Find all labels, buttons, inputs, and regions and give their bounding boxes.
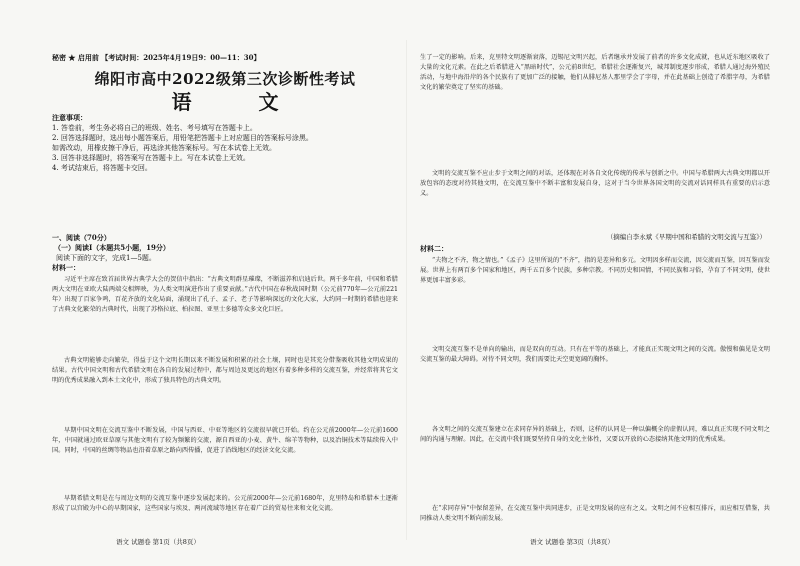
subject-title: 语 文 <box>171 90 309 114</box>
material1-paragraph: 早期中国文明在交流互鉴中不断发展，中国与西亚、中亚等地区的交流很早就已开始。约在公元前2000年—公元前1600年，中国就通过欧亚草原与其他文明有了较为频繁的交流，源自西亚的小麦、黄牛、绵羊等物种，以及冶铜技术等陆续传入中国。同时，中国的丝绸等物品也沿着草原之路向西传播，促进了沿线地区的经济文化交流。 <box>52 427 398 454</box>
footer-left: 语文 试题卷 第1页（共8页） <box>116 538 200 546</box>
section-instruction: 阅读下面的文字，完成1—5题。 <box>56 254 156 262</box>
material2-label: 材料二： <box>420 244 448 253</box>
material1-paragraph: 早期希腊文明是在与周边文明的交流互鉴中逐步发展起来的。公元前2000年—公元前1680年，克里特岛和希腊本土逐渐形成了以宫殿为中心的早期国家，这些国家与埃及、两河流域等地区存在着广泛的贸易往来和文化交流。 <box>52 495 398 512</box>
note-item: 如需改动，用橡皮擦干净后，再选涂其他答案标号。写在本试卷上无效。 <box>52 144 276 152</box>
note-item: 4. 考试结束后，将答题卡交回。 <box>52 164 152 172</box>
secret-line: 秘密 ★ 启用前 【考试时间：2025年4月19日9：00—11：30】 <box>52 53 261 62</box>
material1-paragraph: 习近平主席在致首届世界古典学大会的贺信中指出：“古典文明群星璀璨，不断滋养和启迪后世。两千多年前，中国和希腊两大文明在亚欧大陆两端交相辉映，为人类文明演进作出了重要贡献。”古代中国在春秋战国时期（公元前770年—公元前221年）出现了百家争鸣，百花齐放的文化局面，涌现出了孔子、孟子、老子等影响深远的文化大家，大约同一时期的希腊也迎来了古典文化繁荣的古典时代，出现了苏格拉底、柏拉图、亚里士多德等众多文化巨匠。 <box>52 276 398 313</box>
material1-citation: （摘编自李永斌《早期中国和希腊的文明交流与互鉴》） <box>606 233 766 241</box>
left-page <box>52 0 398 566</box>
material1-label: 材料一： <box>52 263 80 272</box>
page-divider <box>406 40 407 540</box>
material2-paragraph: 在“求同存异”中保留差异，在交流互鉴中共同进步，正是文明发展的应有之义。文明之间不应相互排斥，而应相互借鉴，共同推动人类文明不断向前发展。 <box>420 505 770 522</box>
material1-continuation: 生了一定的影响。后来，克里特文明逐渐衰落，迈锡尼文明兴起，后者继承并发展了前者的许多文化成就，也从近东地区吸收了大量的文化元素。在此之后希腊进入“黑暗时代”，公元前8世纪，希腊社会逐渐复兴，城邦制度逐步形成，希腊人通过海外殖民活动，与地中海沿岸的各个民族有了更加广泛的接触，他们从腓尼基人那里学会了字母，并在此基础上创造了希腊字母，为希腊文化的繁荣奠定了坚实的基础。 <box>420 54 770 91</box>
notes-heading: 注意事项： <box>52 113 87 122</box>
material1-paragraph: 文明的交流互鉴不应止步于文明之间的对话，还体现在对各自文化传统的传承与创新之中。中国与希腊两大古典文明都以开放包容的态度对待其他文明，在交流互鉴中不断丰富和发展自身，这对于当今世界各国文明的交流对话同样具有重要的启示意义。 <box>420 170 770 197</box>
footer-right: 语文 试题卷 第3页（共8页） <box>530 538 614 546</box>
material2-paragraph: “夫物之不齐，物之情也。”《孟子》这里所说的“不齐”，指的是差异和多元。文明因多样而交流，因交流而互鉴，因互鉴而发展。世界上有两百多个国家和地区，两千五百多个民族，多种宗教。不同历史和国情，不同民族和习俗，孕育了不同文明，使世界更加丰富多彩。 <box>420 257 770 284</box>
notes-list <box>52 123 398 173</box>
section-title: 一、阅读（70分） <box>52 233 111 242</box>
material2-paragraph: 各文明之间的交流互鉴建立在求同存异的基础上，否则，这样的认同是一种以偏概全的虚假认同，难以真正实现不同文明之间的沟通与理解。因此，在交流中我们既要坚持自身的文化主体性，又要以开放的心态接纳其他文明的优秀成果。 <box>420 426 770 443</box>
subsection-title: （一）阅读Ⅰ（本题共5小题，19分） <box>54 243 170 252</box>
material2-paragraph: 文明交流互鉴不是单向的输出，而是双向的互动。只有在平等的基础上，才能真正实现文明之间的交流。傲慢和偏见是文明交流互鉴的最大障碍。对待不同文明，我们需要比天空更宽阔的胸怀。 <box>420 346 770 363</box>
note-item: 2. 回答选择题时，选出每小题答案后，用铅笔把答题卡上对应题目的答案标号涂黑。 <box>52 134 313 142</box>
note-item: 1. 答卷前，考生务必将自己的班级、姓名、考号填写在答题卡上。 <box>52 124 257 132</box>
note-item: 3. 回答非选择题时，将答案写在答题卡上。写在本试卷上无效。 <box>52 154 250 162</box>
material1-paragraph: 古典文明能够走向繁荣，得益于这个文明长期以来不断发展和积累的社会土壤，同时也是其充分借鉴吸收其他文明成果的结果。古代中国文明和古代希腊文明在各自的发展过程中，都与周边及更远的地区有着多种多样的交流互鉴，并经常将其它文明的优秀成果融入到本土文化中，形成了独具特色的古典文明。 <box>52 357 398 384</box>
right-page <box>420 0 770 566</box>
exam-title: 绵阳市高中2022级第三次诊断性考试 <box>94 70 356 88</box>
